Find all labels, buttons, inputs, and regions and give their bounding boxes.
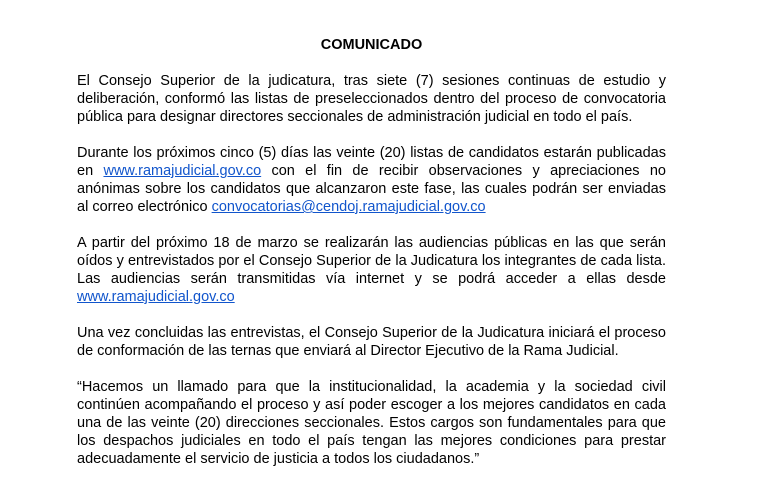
paragraph-hearings — [77, 234, 666, 306]
paragraph-preselection: El Consejo Superior de la judicatura, tras siete (7) sesiones continuas de estudio y deliberación, conformó las listas de preseleccionados dentro del proceso de convocatoria pública para designar directores seccionales de administración judicial en todo el país. — [77, 73, 666, 125]
document-title: COMUNICADO — [320, 37, 423, 53]
ramajudicial-link-2[interactable]: www.ramajudicial.gov.co — [77, 289, 235, 305]
paragraph-shortlists: Una vez concluidas las entrevistas, el Consejo Superior de la Judicatura iniciará el proceso de conformación de las ternas que enviará al Director Ejecutivo de la Rama Judicial. — [77, 325, 666, 359]
document-body — [77, 72, 666, 468]
paragraph-quote: “Hacemos un llamado para que la institucionalidad, la academia y la sociedad civil continúen acompañando el proceso y así poder escoger a los mejores candidatos en cada una de las veinte (20) direcciones seccionales. Estos cargos son fundamentales para que los despachos judiciales en todo el país tengan las mejores condiciones para prestar adecuadamente el servicio de justicia a todos los ciudadanos.” — [77, 379, 666, 467]
paragraph-publication — [77, 144, 666, 216]
email-link[interactable]: convocatorias@cendoj.ramajudicial.gov.co — [211, 199, 486, 215]
ramajudicial-link[interactable]: www.ramajudicial.gov.co — [103, 163, 262, 179]
publication-text-start: Durante los próximos cinco (5) días las veinte (20) listas de candidatos estarán publicadas en — [77, 145, 666, 179]
hearings-text: A partir del próximo 18 de marzo se realizarán las audiencias públicas en las que serán oídos y entrevistados por el Consejo Superior de la Judicatura los integrantes de cada lista. Las audiencias serán transmitidas vía internet y se podrá acceder a ellas desde — [77, 235, 666, 287]
publication-text-end: con el fin de recibir observaciones y apreciaciones no anónimas sobre los candidatos que alcanzaron este fase, las cuales podrán ser enviadas al correo electrónico — [77, 163, 666, 215]
